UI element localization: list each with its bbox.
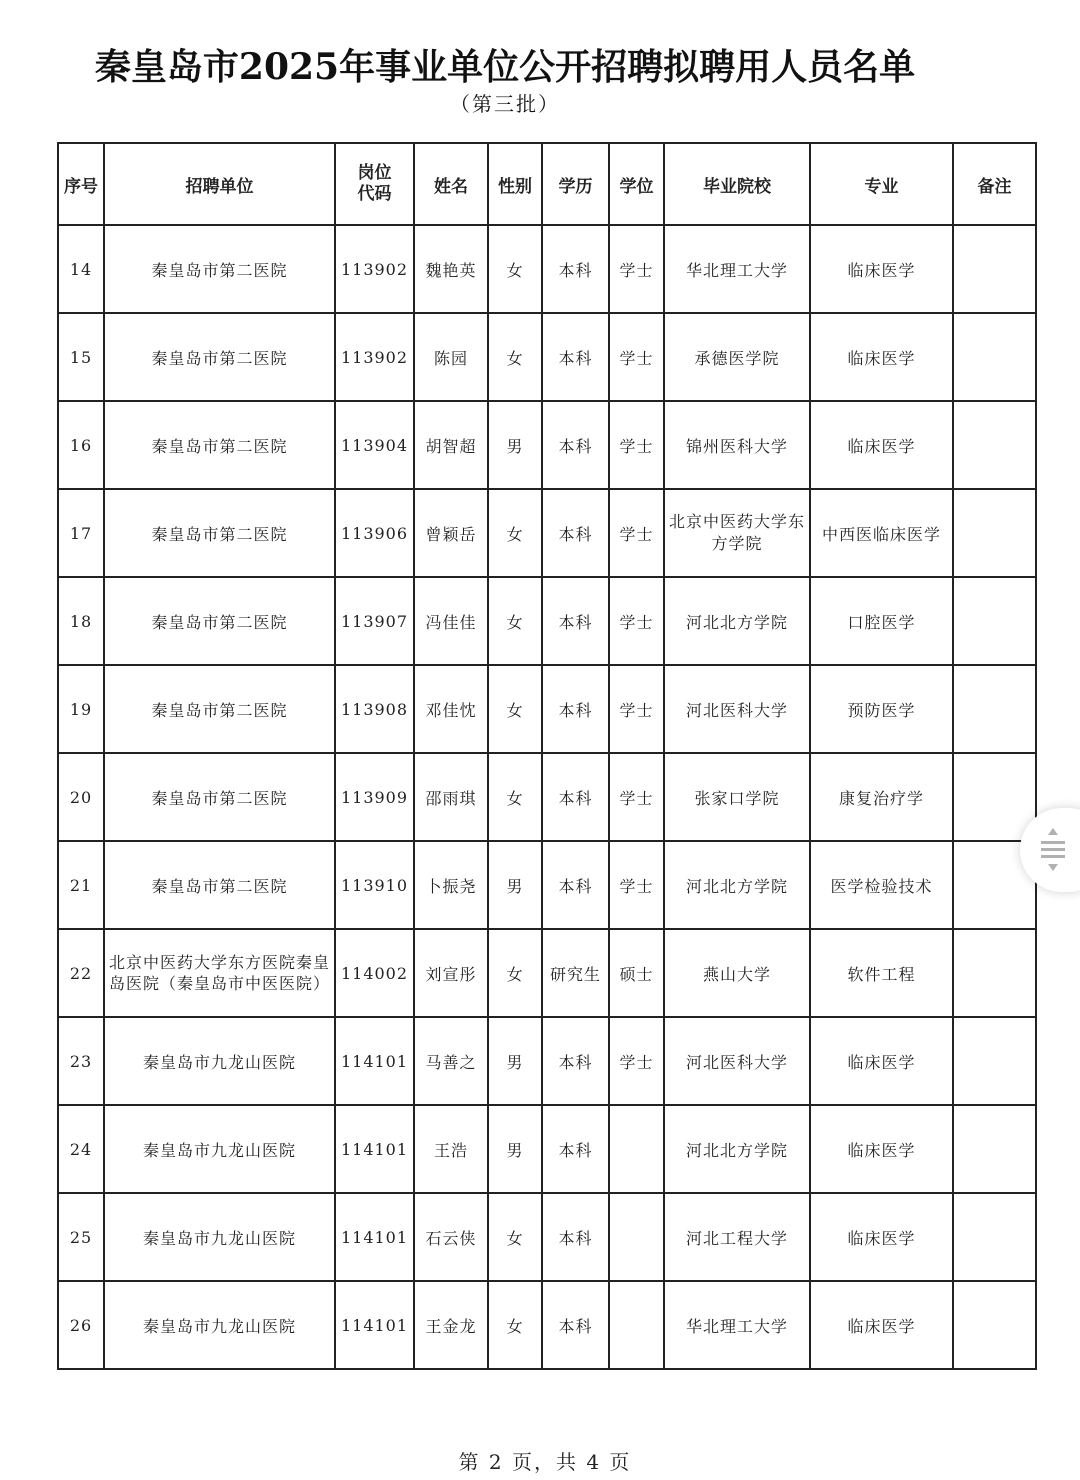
cell-unit: 秦皇岛市第二医院: [104, 401, 335, 489]
table-row: [58, 1193, 1036, 1281]
cell-seq: 26: [58, 1281, 104, 1369]
cell-name: 曾颖岳: [414, 489, 488, 577]
cell-major: 预防医学: [810, 665, 953, 753]
table-row: [58, 753, 1036, 841]
cell-unit: 北京中医药大学东方医院秦皇岛医院（秦皇岛市中医医院）: [104, 929, 335, 1017]
cell-education: 本科: [542, 841, 609, 929]
cell-seq: 25: [58, 1193, 104, 1281]
cell-remark: [953, 753, 1036, 841]
cell-unit: 秦皇岛市第二医院: [104, 489, 335, 577]
cell-unit: 秦皇岛市第二医院: [104, 313, 335, 401]
cell-unit: 秦皇岛市第二医院: [104, 577, 335, 665]
cell-school: 锦州医科大学: [664, 401, 810, 489]
cell-code: 114101: [335, 1193, 414, 1281]
cell-code: 113908: [335, 665, 414, 753]
cell-education: 本科: [542, 489, 609, 577]
cell-education: 本科: [542, 1017, 609, 1105]
cell-school: 河北北方学院: [664, 841, 810, 929]
cell-remark: [953, 1193, 1036, 1281]
cell-name: 冯佳佳: [414, 577, 488, 665]
cell-seq: 22: [58, 929, 104, 1017]
table-row: [58, 1105, 1036, 1193]
cell-school: 河北医科大学: [664, 1017, 810, 1105]
cell-gender: 女: [488, 489, 542, 577]
cell-unit: 秦皇岛市九龙山医院: [104, 1017, 335, 1105]
cell-remark: [953, 401, 1036, 489]
cell-name: 石云侠: [414, 1193, 488, 1281]
cell-degree: [609, 1105, 664, 1193]
cell-degree: 学士: [609, 1017, 664, 1105]
cell-gender: 女: [488, 929, 542, 1017]
cell-education: 本科: [542, 225, 609, 313]
cell-major: 康复治疗学: [810, 753, 953, 841]
table-row: [58, 929, 1036, 1017]
cell-name: 王浩: [414, 1105, 488, 1193]
cell-code: 114002: [335, 929, 414, 1017]
cell-code: 114101: [335, 1017, 414, 1105]
cell-education: 本科: [542, 753, 609, 841]
cell-remark: [953, 1105, 1036, 1193]
cell-name: 邵雨琪: [414, 753, 488, 841]
cell-major: 临床医学: [810, 225, 953, 313]
cell-remark: [953, 665, 1036, 753]
cell-name: 胡智超: [414, 401, 488, 489]
cell-unit: 秦皇岛市第二医院: [104, 665, 335, 753]
cell-degree: 学士: [609, 401, 664, 489]
cell-gender: 男: [488, 1017, 542, 1105]
cell-major: 临床医学: [810, 1281, 953, 1369]
header-code-line1: 岗位: [357, 163, 392, 183]
cell-unit: 秦皇岛市第二医院: [104, 841, 335, 929]
cell-remark: [953, 1017, 1036, 1105]
cell-education: 本科: [542, 577, 609, 665]
cell-degree: [609, 1193, 664, 1281]
cell-unit: 秦皇岛市九龙山医院: [104, 1281, 335, 1369]
cell-name: 卜振尧: [414, 841, 488, 929]
cell-gender: 女: [488, 313, 542, 401]
cell-education: 本科: [542, 1193, 609, 1281]
cell-degree: 学士: [609, 665, 664, 753]
cell-seq: 20: [58, 753, 104, 841]
document-subtitle: （第三批）: [450, 92, 560, 116]
cell-seq: 14: [58, 225, 104, 313]
cell-education: 本科: [542, 1105, 609, 1193]
cell-major: 临床医学: [810, 313, 953, 401]
cell-degree: 学士: [609, 313, 664, 401]
cell-seq: 15: [58, 313, 104, 401]
cell-major: 医学检验技术: [810, 841, 953, 929]
header-major: 专业: [810, 143, 953, 225]
cell-degree: 学士: [609, 489, 664, 577]
cell-school: 张家口学院: [664, 753, 810, 841]
cell-major: 软件工程: [810, 929, 953, 1017]
cell-code: 114101: [335, 1105, 414, 1193]
cell-name: 魏艳英: [414, 225, 488, 313]
table-row: [58, 1281, 1036, 1369]
cell-gender: 女: [488, 1193, 542, 1281]
cell-school: 华北理工大学: [664, 225, 810, 313]
cell-seq: 16: [58, 401, 104, 489]
cell-code: 113910: [335, 841, 414, 929]
cell-seq: 18: [58, 577, 104, 665]
cell-seq: 21: [58, 841, 104, 929]
header-seq: 序号: [58, 143, 104, 225]
cell-school: 河北北方学院: [664, 1105, 810, 1193]
cell-remark: [953, 1281, 1036, 1369]
cell-name: 刘宣彤: [414, 929, 488, 1017]
cell-gender: 男: [488, 1105, 542, 1193]
cell-name: 邓佳忱: [414, 665, 488, 753]
cell-seq: 17: [58, 489, 104, 577]
cell-gender: 女: [488, 577, 542, 665]
cell-school: 承德医学院: [664, 313, 810, 401]
cell-code: 113904: [335, 401, 414, 489]
table-row: [58, 313, 1036, 401]
cell-unit: 秦皇岛市九龙山医院: [104, 1105, 335, 1193]
table-row: [58, 225, 1036, 313]
cell-major: 临床医学: [810, 1017, 953, 1105]
cell-unit: 秦皇岛市九龙山医院: [104, 1193, 335, 1281]
table-header-row: [58, 143, 1036, 225]
header-education: 学历: [542, 143, 609, 225]
cell-remark: [953, 225, 1036, 313]
document-title: 秦皇岛市2025年事业单位公开招聘拟聘用人员名单: [94, 46, 916, 88]
table-row: [58, 1017, 1036, 1105]
cell-major: 临床医学: [810, 1193, 953, 1281]
cell-gender: 男: [488, 401, 542, 489]
cell-degree: 学士: [609, 753, 664, 841]
cell-code: 113909: [335, 753, 414, 841]
header-code-line2: 代码: [357, 184, 392, 204]
cell-school: 北京中医药大学东方学院: [664, 489, 810, 577]
cell-gender: 女: [488, 1281, 542, 1369]
hiring-roster-table: [57, 142, 1037, 1370]
cell-education: 本科: [542, 1281, 609, 1369]
cell-seq: 23: [58, 1017, 104, 1105]
cell-code: 113902: [335, 225, 414, 313]
cell-major: 口腔医学: [810, 577, 953, 665]
header-name: 姓名: [414, 143, 488, 225]
table-row: [58, 665, 1036, 753]
cell-major: 临床医学: [810, 1105, 953, 1193]
cell-code: 114101: [335, 1281, 414, 1369]
cell-school: 河北医科大学: [664, 665, 810, 753]
cell-seq: 24: [58, 1105, 104, 1193]
cell-major: 临床医学: [810, 401, 953, 489]
cell-education: 本科: [542, 401, 609, 489]
cell-school: 河北工程大学: [664, 1193, 810, 1281]
cell-gender: 女: [488, 753, 542, 841]
cell-remark: [953, 929, 1036, 1017]
cell-name: 王金龙: [414, 1281, 488, 1369]
scroll-handle-icon: [1038, 826, 1068, 874]
cell-name: 马善之: [414, 1017, 488, 1105]
cell-education: 研究生: [542, 929, 609, 1017]
cell-degree: 硕士: [609, 929, 664, 1017]
table-row: [58, 401, 1036, 489]
cell-code: 113906: [335, 489, 414, 577]
header-position-code: [335, 143, 414, 225]
cell-remark: [953, 577, 1036, 665]
cell-school: 华北理工大学: [664, 1281, 810, 1369]
cell-school: 燕山大学: [664, 929, 810, 1017]
cell-degree: [609, 1281, 664, 1369]
cell-degree: 学士: [609, 841, 664, 929]
cell-degree: 学士: [609, 225, 664, 313]
cell-education: 本科: [542, 313, 609, 401]
cell-gender: 男: [488, 841, 542, 929]
header-gender: 性别: [488, 143, 542, 225]
cell-code: 113902: [335, 313, 414, 401]
table-row: [58, 577, 1036, 665]
table-row: [58, 489, 1036, 577]
header-school: 毕业院校: [664, 143, 810, 225]
page-indicator: 第 2 页，共 4 页: [458, 1450, 632, 1474]
cell-gender: 女: [488, 665, 542, 753]
cell-unit: 秦皇岛市第二医院: [104, 225, 335, 313]
cell-education: 本科: [542, 665, 609, 753]
cell-code: 113907: [335, 577, 414, 665]
header-degree: 学位: [609, 143, 664, 225]
cell-gender: 女: [488, 225, 542, 313]
cell-name: 陈园: [414, 313, 488, 401]
cell-major: 中西医临床医学: [810, 489, 953, 577]
cell-unit: 秦皇岛市第二医院: [104, 753, 335, 841]
cell-remark: [953, 313, 1036, 401]
table-row: [58, 841, 1036, 929]
cell-seq: 19: [58, 665, 104, 753]
cell-remark: [953, 489, 1036, 577]
cell-degree: 学士: [609, 577, 664, 665]
cell-school: 河北北方学院: [664, 577, 810, 665]
header-unit: 招聘单位: [104, 143, 335, 225]
header-remark: 备注: [953, 143, 1036, 225]
